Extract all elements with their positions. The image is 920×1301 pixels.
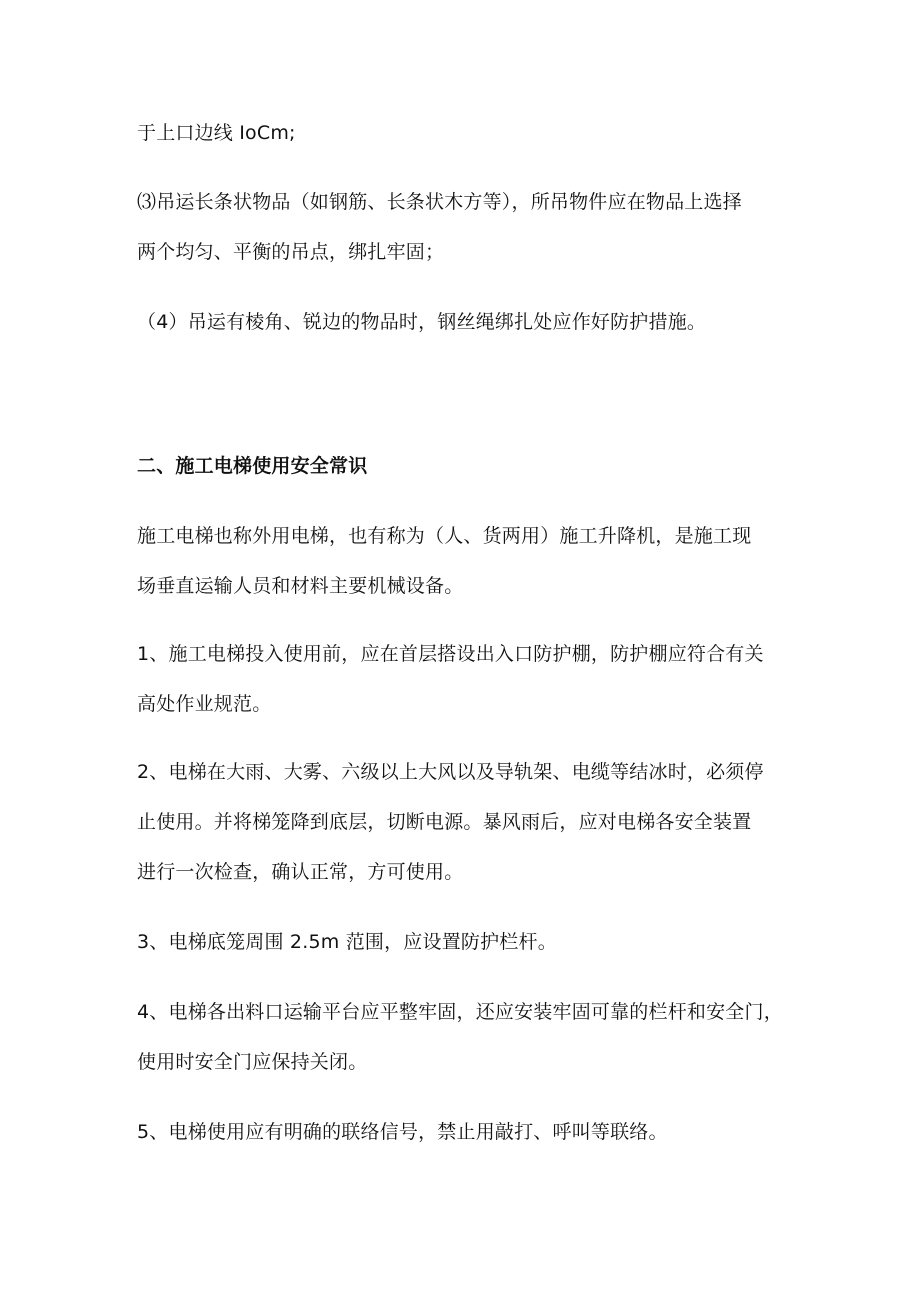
text-line: 使用时安全门应保持关闭。 [137,1051,368,1073]
text-line: 进行一次检查，确认正常，方可使用。 [137,861,464,883]
text-line: 于上口边线 IoCm; [137,122,296,144]
text-line: （4）吊运有棱角、锐边的物品时，钢丝绳绑扎处应作好防护措施。 [137,311,707,333]
text-line: 4、电梯各出料口运输平台应平整牢固，还应安装牢固可靠的栏杆和安全门， [137,1001,783,1023]
text-line: 施工电梯也称外用电梯，也有称为（人、货两用）施工升降机，是施工现 [137,525,752,547]
text-line: 5、电梯使用应有明确的联络信号，禁止用敲打、呼叫等联络。 [137,1121,668,1143]
text-line: 场垂直运输人员和材料主要机械设备。 [137,575,464,597]
text-line: ⑶吊运长条状物品（如钢筋、长条状木方等），所吊物件应在物品上选择 [137,191,742,213]
text-line: 1、施工电梯投入使用前，应在首层搭设出入口防护棚，防护棚应符合有关 [137,643,764,665]
text-line: 3、电梯底笼周围 2.5m 范围，应设置防护栏杆。 [137,931,557,953]
text-line: 两个均匀、平衡的吊点，绑扎牢固； [137,241,445,263]
text-line: 2、电梯在大雨、大雾、六级以上大风以及导轨架、电缆等结冰时，必须停 [137,761,764,783]
text-line: 高处作业规范。 [137,693,272,715]
text-line: 止使用。并将梯笼降到底层，切断电源。暴风雨后，应对电梯各安全装置 [137,811,752,833]
section-heading: 二、施工电梯使用安全常识 [137,455,368,477]
